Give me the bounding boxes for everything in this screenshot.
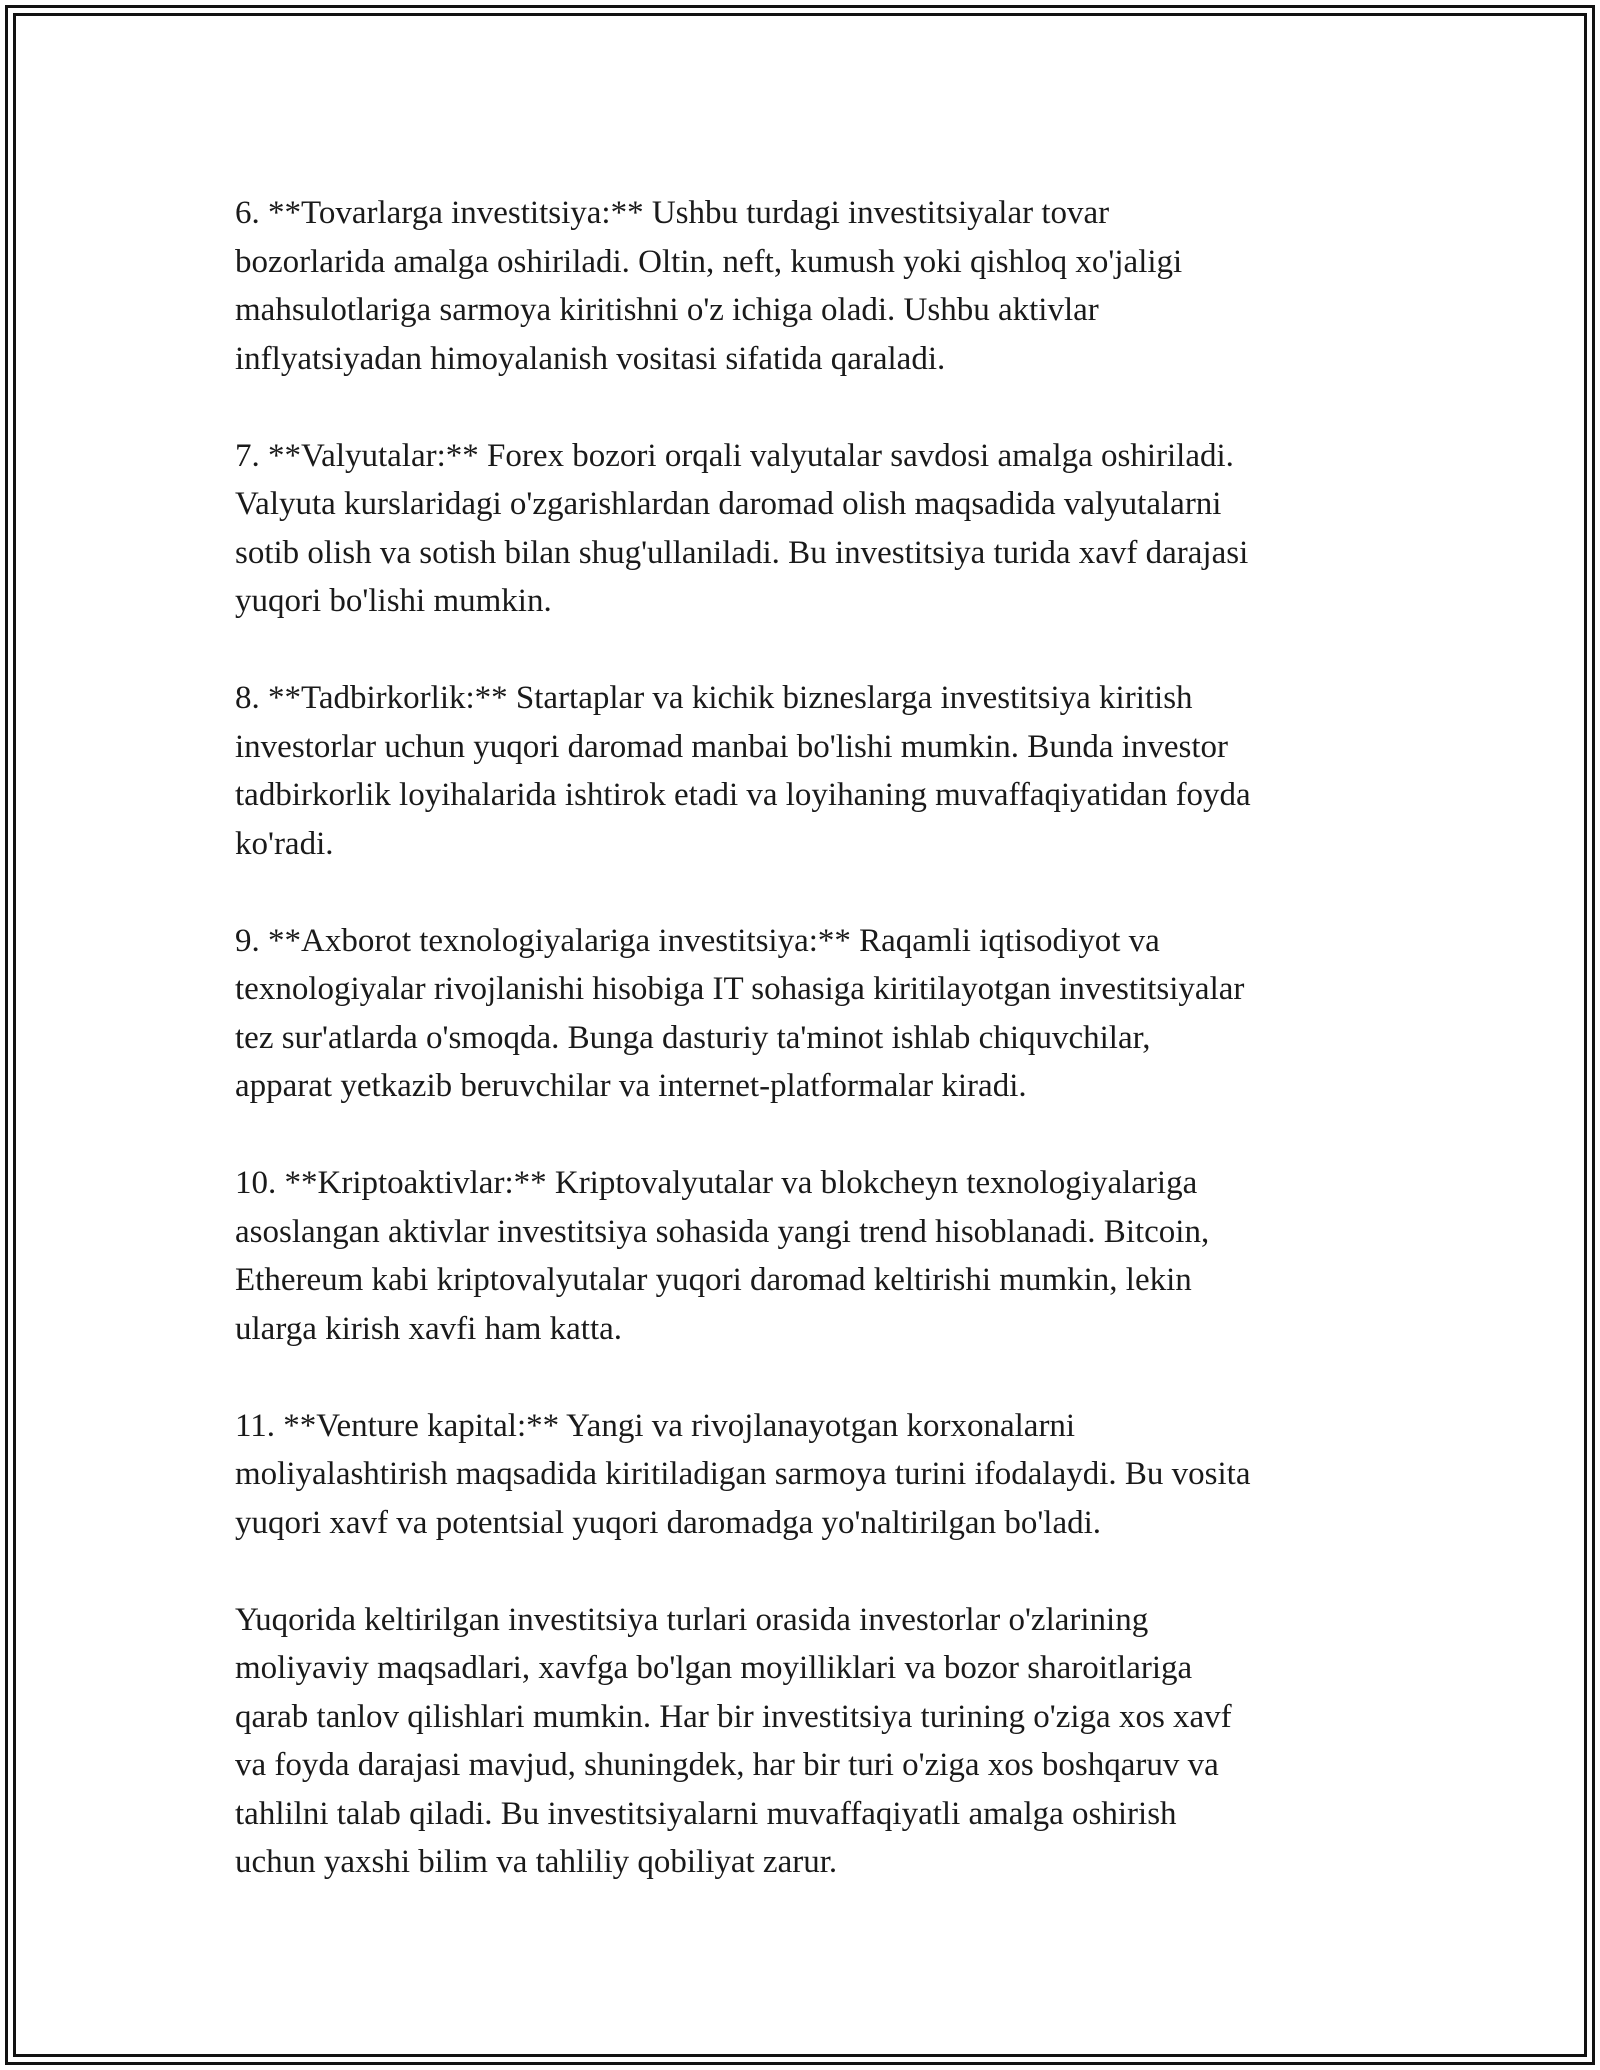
- paragraph-crypto-assets: 10. **Kriptoaktivlar:** Kriptovalyutalar va blokcheyn texnologiyalariga asoslangan aktivlar investitsiya sohasida yangi trend hisoblanadi. Bitcoin, Ethereum kabi kriptovalyutalar yuqori daromad keltirishi mumkin, lekin ularga kirish xavfi ham katta.: [235, 1165, 1210, 1347]
- paragraph-it-investment: 9. **Axborot texnologiyalariga investitsiya:** Raqamli iqtisodiyot va texnologiyalar rivojlanishi hisobiga IT sohasiga kiritilayotgan investitsiyalar tez sur'atlarda o'smoqda. Bunga dasturiy ta'minot ishlab chiquvchilar, apparat yetkazib beruvchilar va internet-platformalar kiradi.: [235, 922, 1245, 1104]
- paragraph-conclusion: Yuqorida keltirilgan investitsiya turlari orasida investorlar o'zlarining moliyaviy maqsadlari, xavfga bo'lgan moyilliklari va bozor sharoitlariga qarab tanlov qilishlari mumkin. Har bir investitsiya turining o'ziga xos xavf va foyda darajasi mavjud, shuningdek, har bir turi o'ziga xos boshqaruv va tahlilni talab qiladi. Bu investitsiyalarni muvaffaqiyatli amalga oshirish uchun yaxshi bilim va tahliliy qobiliyat zarur.: [235, 1601, 1232, 1880]
- paragraph-commodities: 6. **Tovarlarga investitsiya:** Ushbu turdagi investitsiyalar tovar bozorlarida amalga oshiriladi. Oltin, neft, kumush yoki qishloq xo'jaligi mahsulotlariga sarmoya kiritishni o'z ichiga oladi. Ushbu aktivlar inflyatsiyadan himoyalanish vositasi sifatida qaraladi.: [235, 195, 1183, 377]
- paragraph-venture-capital: 11. **Venture kapital:** Yangi va rivojlanayotgan korxonalarni moliyalashtirish maqsadida kiritiladigan sarmoya turini ifodalaydi. Bu vosita yuqori xavf va potentsial yuqori daromadga yo'naltirilgan bo'ladi.: [235, 1407, 1251, 1541]
- paragraph-entrepreneurship: 8. **Tadbirkorlik:** Startaplar va kichik bizneslarga investitsiya kiritish investorlar uchun yuqori daromad manbai bo'lishi mumkin. Bunda investor tadbirkorlik loyihalarida ishtirok etadi va loyihaning muvaffaqiyatidan foyda ko'radi.: [235, 680, 1251, 862]
- paragraph-currencies: 7. **Valyutalar:** Forex bozori orqali valyutalar savdosi amalga oshiriladi. Valyuta kurslaridagi o'zgarishlardan daromad olish maqsadida valyutalarni sotib olish va sotish bilan shug'ullaniladi. Bu investitsiya turida xavf darajasi yuqori bo'lishi mumkin.: [235, 437, 1249, 619]
- document-body: [235, 189, 1385, 1887]
